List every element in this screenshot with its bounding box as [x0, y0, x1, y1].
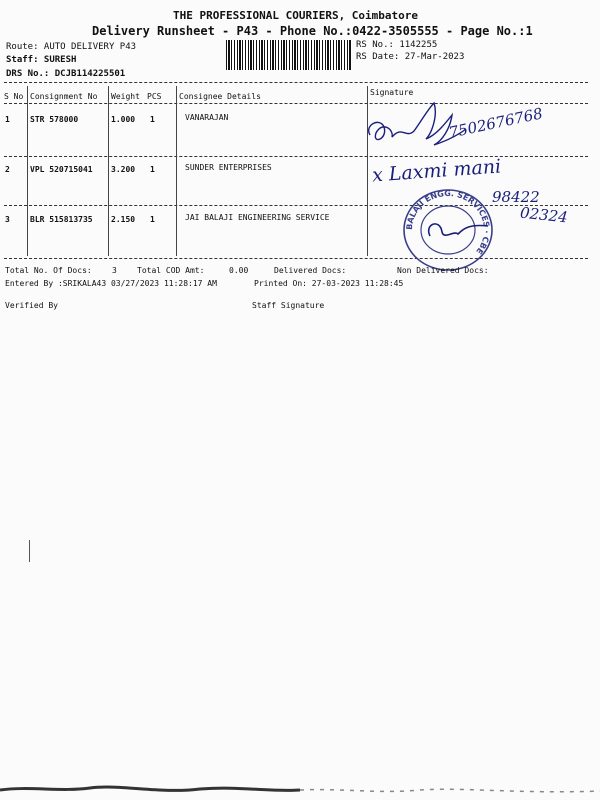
row-weight: 3.200 — [111, 165, 136, 174]
scan-mark — [29, 540, 30, 562]
row-consignee: SUNDER ENTERPRISES — [185, 163, 272, 172]
row-pcs: 1 — [150, 115, 155, 124]
handwritten-number: 02324 — [519, 203, 569, 227]
staff-label: Staff: SURESH — [6, 55, 77, 65]
stamp-text: BALAJI ENGG. SERVICES · CBE — [404, 188, 492, 256]
row-weight: 2.150 — [111, 215, 136, 224]
column-divider — [108, 86, 109, 256]
entered-by: Entered By :SRIKALA43 03/27/2023 11:28:17 AM — [5, 279, 217, 288]
handwritten-number: 98422 — [492, 188, 540, 206]
row-weight: 1.000 — [111, 115, 136, 124]
printed-on: Printed On: 27-03-2023 11:28:45 — [254, 279, 404, 288]
svg-text:BALAJI ENGG. SERVICES · CBE — [405, 189, 491, 256]
column-header-consignment: Consignment No — [30, 92, 98, 101]
verified-by-label: Verified By — [5, 301, 58, 310]
rs-number: RS No.: 1142255 — [356, 40, 438, 50]
row-consignee: VANARAJAN — [185, 113, 229, 122]
route-label: Route: AUTO DELIVERY P43 — [6, 42, 137, 52]
column-divider — [27, 86, 28, 256]
row-sno: 2 — [5, 165, 10, 174]
barcode — [226, 40, 352, 70]
column-header-weight: Weight — [111, 92, 140, 101]
row-consignment: BLR 515813735 — [30, 215, 93, 224]
company-title: THE PROFESSIONAL COURIERS, Coimbatore — [173, 9, 419, 22]
total-docs-label: Total No. Of Docs: — [5, 266, 92, 275]
delivered-docs-label: Delivered Docs: — [274, 266, 347, 275]
column-header-sno: S No — [4, 92, 24, 101]
table-top-rule — [4, 82, 588, 83]
scan-edge-artifact — [0, 772, 600, 800]
row-pcs: 1 — [150, 165, 155, 174]
company-stamp — [400, 188, 496, 272]
non-delivered-docs-label: Non Delivered Docs: — [397, 266, 489, 275]
total-docs-value: 3 — [112, 266, 117, 275]
row-pcs: 1 — [150, 215, 155, 224]
drs-number: DRS No.: DCJB114225501 — [6, 69, 126, 79]
row-consignment: STR 578000 — [30, 115, 79, 124]
rs-date: RS Date: 27-Mar-2023 — [356, 52, 465, 62]
column-header-pcs: PCS — [147, 92, 162, 101]
table-bottom-rule — [4, 258, 588, 259]
column-header-signature: Signature — [370, 88, 414, 97]
total-cod-value: 0.00 — [229, 266, 249, 275]
table-header-rule — [4, 103, 588, 104]
row-consignment: VPL 520715041 — [30, 165, 93, 174]
staff-signature-label: Staff Signature — [252, 301, 325, 310]
row-sno: 3 — [5, 215, 10, 224]
handwritten-phone: 7502676768 — [447, 104, 545, 142]
row-sno: 1 — [5, 115, 10, 124]
handwritten-receiver-name: x Laxmi mani — [371, 155, 502, 187]
runsheet-subtitle: Delivery Runsheet - P43 - Phone No.:0422-3505555 - Page No.:1 — [92, 24, 533, 38]
column-header-consignee: Consignee Details — [179, 92, 261, 101]
row-consignee: JAI BALAJI ENGINEERING SERVICE — [185, 213, 330, 222]
column-divider — [176, 86, 177, 256]
total-cod-label: Total COD Amt: — [137, 266, 205, 275]
